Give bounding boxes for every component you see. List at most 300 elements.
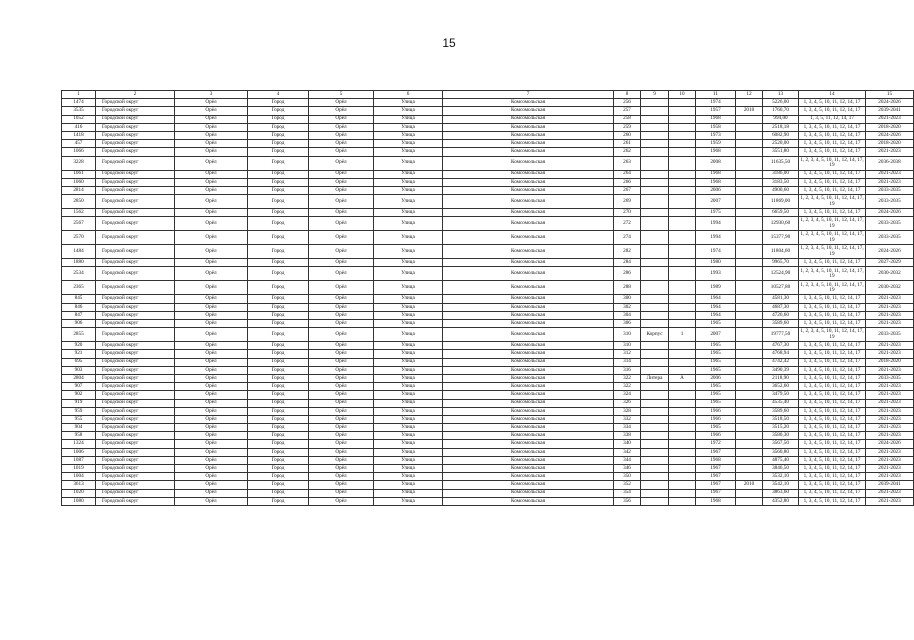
table-cell (736, 156, 763, 170)
table-cell: Орёл (309, 440, 374, 448)
table-cell (736, 383, 763, 391)
table-cell: Орёл (309, 311, 374, 319)
table-cell: Улица (374, 407, 443, 415)
table-cell: 1060 (62, 178, 96, 186)
table-cell: Город (248, 170, 309, 178)
table-cell: 2520,00 (763, 140, 799, 148)
table-cell: 1965 (696, 391, 736, 399)
table-cell: Городской округ (96, 140, 175, 148)
table-row (62, 374, 914, 382)
table-cell: 1, 2, 3, 4, 5, 10, 11, 12, 14, 17, 19 (800, 217, 864, 229)
table-cell: Орёл (175, 123, 248, 131)
table-cell: 921 (62, 350, 96, 358)
table-cell (641, 399, 669, 407)
table-cell: 2021-2023 (866, 320, 914, 328)
table-cell: 314 (614, 358, 641, 366)
table-row (62, 465, 914, 473)
table-cell: Орёл (175, 140, 248, 148)
table-cell: 1, 3, 4, 5, 10, 11, 12, 14, 17 (799, 259, 866, 267)
table-cell: Комсомольская (443, 448, 614, 456)
table-cell (669, 320, 696, 328)
table-row (62, 497, 914, 505)
table-cell: Городской округ (96, 481, 175, 489)
table-row (62, 440, 914, 448)
table-cell: Городской округ (96, 391, 175, 399)
table-cell (669, 267, 696, 281)
table-cell: 2021-2023 (866, 465, 914, 473)
table-cell: Городской округ (96, 328, 175, 342)
table-cell: 304 (614, 311, 641, 319)
table-cell: Орёл (309, 259, 374, 267)
table-cell: Орёл (175, 473, 248, 481)
table-cell: Орёл (175, 186, 248, 194)
table-cell: Комсомольская (443, 295, 614, 303)
table-cell: Орёл (175, 366, 248, 374)
table-cell (641, 195, 669, 209)
table-cell: 919 (62, 399, 96, 407)
table-row (62, 217, 914, 231)
housing-table (61, 90, 914, 506)
table-cell: Комсомольская (443, 440, 614, 448)
table-cell: 312 (614, 350, 641, 358)
table-cell: 2024-2026 (866, 131, 914, 139)
table-cell (669, 115, 696, 123)
table-cell: Городской округ (96, 440, 175, 448)
table-cell: Улица (374, 170, 443, 178)
table-cell: 3580,30 (763, 432, 799, 440)
table-cell: 1760,70 (763, 107, 799, 115)
table-cell: 340 (614, 440, 641, 448)
table-cell: Городской округ (96, 311, 175, 319)
table-cell: 3515,20 (763, 424, 799, 432)
table-cell: Орёл (175, 245, 248, 259)
header-row (62, 91, 914, 99)
table-cell: 1994 (696, 231, 736, 245)
table-cell: 1880 (62, 259, 96, 267)
table-cell: Орёл (175, 489, 248, 497)
table-cell: Комсомольская (443, 350, 614, 358)
table-cell: 1, 3, 4, 5, 10, 11, 12, 14, 17 (799, 209, 866, 217)
table-cell: 847 (62, 311, 96, 319)
table-cell (641, 465, 669, 473)
table-cell: 457 (62, 140, 96, 148)
table-cell: Орёл (309, 170, 374, 178)
table-cell: 1, 3, 4, 5, 10, 11, 12, 14, 17 (799, 170, 866, 178)
table-cell: 920 (62, 342, 96, 350)
table-cell: Орёл (309, 231, 374, 245)
table-cell (736, 465, 763, 473)
table-cell: Городской округ (96, 399, 175, 407)
table-cell: 2039-2041 (866, 107, 914, 115)
table-cell: 1484 (62, 245, 96, 259)
table-cell: Комсомольская (443, 399, 614, 407)
table-cell (736, 123, 763, 131)
table-cell: 284 (614, 259, 641, 267)
table-cell: Город (248, 424, 309, 432)
table-cell (669, 259, 696, 267)
table-cell: 1965 (696, 383, 736, 391)
table-cell: Орёл (309, 148, 374, 156)
table-cell: 2021-2023 (866, 178, 914, 186)
table-cell: Орёл (309, 195, 374, 209)
table-cell: Орёл (309, 320, 374, 328)
table-cell: 1, 3, 4, 5, 10, 11, 12, 14, 17 (799, 311, 866, 319)
table-cell: Орёл (309, 473, 374, 481)
table-row (62, 320, 914, 328)
table-cell: Орёл (175, 281, 248, 295)
table-cell (669, 281, 696, 295)
table-cell (736, 281, 763, 295)
table-cell: 1968 (696, 497, 736, 505)
table-cell: 1, 3, 4, 5, 10, 11, 12, 14, 17 (799, 440, 866, 448)
table-cell: 2030-2032 (866, 281, 914, 295)
table-cell: 15377,90 (763, 231, 799, 245)
table-row (62, 115, 914, 123)
table-cell: 316 (614, 366, 641, 374)
table-cell: Город (248, 295, 309, 303)
table-cell: Улица (374, 186, 443, 194)
table-cell: 352 (614, 481, 641, 489)
table-cell: 907 (62, 383, 96, 391)
table-cell: Комсомольская (443, 391, 614, 399)
table-cell: 1980 (696, 259, 736, 267)
table-cell: Орёл (309, 99, 374, 107)
table-cell: Комсомольская (443, 170, 614, 178)
table-cell: Орёл (309, 415, 374, 423)
table-cell: Город (248, 328, 309, 342)
table-cell: Комсомольская (443, 432, 614, 440)
table-cell: Улица (374, 245, 443, 259)
table-cell: Улица (374, 456, 443, 464)
table-cell: 1, 3, 4, 5, 10, 11, 12, 14, 17 (799, 374, 866, 382)
table-cell: 2033-2035 (866, 195, 914, 209)
table-cell: Комсомольская (443, 383, 614, 391)
table-cell: Орёл (309, 295, 374, 303)
table-cell: Улица (374, 195, 443, 209)
table-cell: 2118,90 (763, 374, 799, 382)
table-cell: 2365 (62, 281, 96, 295)
table-cell: 1019 (62, 465, 96, 473)
table-cell: Орёл (309, 328, 374, 342)
table-cell: Комсомольская (443, 366, 614, 374)
table-cell (641, 350, 669, 358)
table-row (62, 245, 914, 259)
table-cell: 261 (614, 140, 641, 148)
table-cell: 3567,50 (763, 440, 799, 448)
table-cell: 334 (614, 424, 641, 432)
table-cell (736, 473, 763, 481)
table-cell: 1966 (696, 415, 736, 423)
table-cell: Город (248, 350, 309, 358)
table-cell: 260 (614, 131, 641, 139)
table-cell: 1968 (696, 456, 736, 464)
table-row (62, 350, 914, 358)
table-cell: Орёл (309, 245, 374, 259)
table-cell: Орёл (309, 391, 374, 399)
table-cell: Городской округ (96, 209, 175, 217)
table-cell: Комсомольская (443, 178, 614, 186)
table-body (62, 99, 914, 506)
table-cell (736, 148, 763, 156)
table-cell: Город (248, 465, 309, 473)
column-header: 14 (799, 91, 866, 99)
table-cell: Улица (374, 178, 443, 186)
table-row (62, 99, 914, 107)
table-cell (669, 342, 696, 350)
table-cell: Городской округ (96, 320, 175, 328)
table-cell: Город (248, 489, 309, 497)
table-cell: 326 (614, 399, 641, 407)
column-header: 4 (248, 91, 309, 99)
table-cell: 2021-2023 (866, 342, 914, 350)
table-cell: 2024-2026 (866, 99, 914, 107)
table-cell: 4581,30 (763, 295, 799, 303)
table-cell (641, 217, 669, 231)
table-cell: 3589,60 (763, 320, 799, 328)
table-cell: 994,00 (763, 115, 799, 123)
table-cell (736, 391, 763, 399)
table-cell: Комсомольская (443, 415, 614, 423)
table-cell (669, 391, 696, 399)
table-cell: Городской округ (96, 374, 175, 382)
table-cell (669, 350, 696, 358)
table-cell: Комсомольская (443, 311, 614, 319)
table-cell: 344 (614, 456, 641, 464)
column-header: 2 (96, 91, 175, 99)
table-cell (669, 295, 696, 303)
table-cell: Орёл (309, 374, 374, 382)
table-cell: Городской округ (96, 156, 175, 170)
column-header: 3 (175, 91, 248, 99)
table-cell: Город (248, 281, 309, 295)
table-cell: 328 (614, 407, 641, 415)
table-cell: Орёл (309, 342, 374, 350)
table-cell: 2018-2020 (866, 358, 914, 366)
table-cell: 1968 (696, 178, 736, 186)
table-cell: 332 (614, 415, 641, 423)
table-cell (669, 448, 696, 456)
table-cell (736, 259, 763, 267)
table-cell: 263 (614, 156, 641, 170)
table-cell: Орёл (175, 407, 248, 415)
table-cell: 2021-2023 (866, 497, 914, 505)
table-cell: Орёл (175, 115, 248, 123)
table-row (62, 186, 914, 194)
table-row (62, 178, 914, 186)
table-cell: 3551,80 (763, 148, 799, 156)
table-cell: Комсомольская (443, 131, 614, 139)
table-cell: Улица (374, 115, 443, 123)
table-cell: 1474 (62, 99, 96, 107)
table-cell: 1967 (696, 473, 736, 481)
table-cell (736, 245, 763, 259)
table-cell: 2814 (62, 186, 96, 194)
table-cell: Город (248, 209, 309, 217)
table-cell: Улица (374, 465, 443, 473)
table-cell: 2021-2023 (866, 415, 914, 423)
table-cell: 2010 (736, 481, 763, 489)
table-cell: 2850 (62, 195, 96, 209)
table-cell (736, 209, 763, 217)
table-cell: 1964 (696, 295, 736, 303)
table-cell: 282 (614, 245, 641, 259)
table-cell: Городской округ (96, 465, 175, 473)
table-cell: 1967 (696, 489, 736, 497)
table-cell: Улица (374, 148, 443, 156)
table-cell: Улица (374, 440, 443, 448)
table-cell (641, 107, 669, 115)
table-row (62, 407, 914, 415)
table-row (62, 473, 914, 481)
table-cell: Улица (374, 131, 443, 139)
table-cell: Улица (374, 497, 443, 505)
table-cell: 1, 3, 4, 5, 10, 11, 12, 14, 17 (799, 391, 866, 399)
table-cell (736, 432, 763, 440)
table-cell (736, 342, 763, 350)
table-cell: Городской округ (96, 115, 175, 123)
table-cell: 1004 (62, 473, 96, 481)
table-cell: 695 (62, 358, 96, 366)
table-cell: 9965,70 (763, 259, 799, 267)
table-cell: Городской округ (96, 350, 175, 358)
table-cell: Городской округ (96, 131, 175, 139)
table-cell: Город (248, 440, 309, 448)
table-cell: Улица (374, 311, 443, 319)
table-cell: Орёл (175, 383, 248, 391)
table-cell: Орёл (309, 481, 374, 489)
table-cell: 1, 3, 4, 5, 10, 11, 12, 14, 17 (799, 424, 866, 432)
table-cell: Городской округ (96, 259, 175, 267)
table-cell: Комсомольская (443, 281, 614, 295)
table-cell: 1562 (62, 209, 96, 217)
table-cell: 906 (62, 320, 96, 328)
table-cell (641, 231, 669, 245)
table-cell: 300 (614, 295, 641, 303)
table-cell: Орёл (175, 481, 248, 489)
table-cell (736, 424, 763, 432)
table-cell: Орёл (309, 383, 374, 391)
table-cell: 1006 (62, 448, 96, 456)
table-cell: Орёл (175, 415, 248, 423)
table-cell: Комсомольская (443, 358, 614, 366)
table-cell: Городской округ (96, 281, 175, 295)
table-cell: Орёл (175, 320, 248, 328)
table-cell: 2518,18 (763, 123, 799, 131)
table-cell: Комсомольская (443, 374, 614, 382)
table-cell: 2021-2023 (866, 366, 914, 374)
column-header: 1 (62, 91, 96, 99)
table-cell: 1, 3, 4, 5, 10, 11, 12, 14, 17 (799, 489, 866, 497)
table-cell (669, 311, 696, 319)
table-cell: Городской округ (96, 123, 175, 131)
column-header: 7 (443, 91, 614, 99)
table-cell: 1, 2, 3, 4, 5, 10, 11, 12, 14, 17, 19 (800, 195, 864, 207)
table-row (62, 391, 914, 399)
table-cell: 2021-2023 (866, 311, 914, 319)
table-cell: 2033-2035 (866, 186, 914, 194)
table-cell: Улица (374, 391, 443, 399)
table-cell (736, 440, 763, 448)
table-cell (736, 328, 763, 342)
table-cell (669, 366, 696, 374)
table-cell (669, 209, 696, 217)
table-cell (736, 115, 763, 123)
table-cell (669, 456, 696, 464)
table-cell: 1, 2, 3, 4, 5, 10, 11, 12, 14, 17, 19 (800, 267, 864, 279)
table-cell: 2021-2023 (866, 170, 914, 178)
table-cell: 2030-2032 (866, 267, 914, 281)
table-cell: Корпус (641, 328, 669, 342)
table-cell: 12524,90 (763, 267, 799, 281)
table-cell: 1958 (696, 123, 736, 131)
table-cell: Городской округ (96, 366, 175, 374)
table-cell: 1, 3, 4, 5, 10, 11, 12, 14, 17 (799, 303, 866, 311)
table-cell: 1, 3, 4, 5, 10, 11, 12, 14, 17 (799, 342, 866, 350)
table-cell: Город (248, 99, 309, 107)
table-cell: 2033-2035 (866, 231, 914, 245)
table-cell (736, 415, 763, 423)
table-cell: 1418 (62, 131, 96, 139)
table-cell: Улица (374, 481, 443, 489)
table-cell: 1, 3, 4, 5, 10, 11, 12, 14, 17 (799, 448, 866, 456)
table-cell (669, 465, 696, 473)
table-cell: Город (248, 432, 309, 440)
table-cell: Улица (374, 415, 443, 423)
table-cell: Орёл (309, 217, 374, 231)
table-cell: 1, 3, 4, 5, 10, 11, 12, 14, 17 (799, 148, 866, 156)
table-cell: 1, 3, 4, 5, 10, 11, 12, 14, 17 (799, 456, 866, 464)
table-cell: Орёл (309, 489, 374, 497)
table-cell (641, 140, 669, 148)
table-cell: Город (248, 186, 309, 194)
table-cell: А (669, 374, 696, 382)
table-cell: Комсомольская (443, 481, 614, 489)
table-cell (669, 303, 696, 311)
table-cell: 2033-2035 (866, 217, 914, 231)
table-cell: Город (248, 366, 309, 374)
table-cell (669, 156, 696, 170)
table-cell: 1324 (62, 440, 96, 448)
table-row (62, 148, 914, 156)
table-row (62, 489, 914, 497)
table-cell: 1, 3, 4, 5, 10, 11, 12, 14, 17 (799, 99, 866, 107)
table-cell: 1964 (696, 311, 736, 319)
table-cell: 322 (614, 374, 641, 382)
table-cell (669, 440, 696, 448)
table-cell: 2021-2023 (866, 399, 914, 407)
table-cell: 1, 3, 4, 5, 10, 11, 12, 14, 17 (799, 465, 866, 473)
table-cell: Улица (374, 99, 443, 107)
table-cell: Комсомольская (443, 497, 614, 505)
table-cell: Орёл (175, 231, 248, 245)
table-cell: Улица (374, 342, 443, 350)
table-cell: 356 (614, 497, 641, 505)
table-cell: Город (248, 391, 309, 399)
table-cell: Орёл (175, 328, 248, 342)
table-cell (641, 391, 669, 399)
table-cell: Улица (374, 217, 443, 231)
table-cell: Орёл (175, 342, 248, 350)
table-cell: 267 (614, 186, 641, 194)
table-cell: Улица (374, 366, 443, 374)
table-cell: 3490,39 (763, 366, 799, 374)
table-cell: Комсомольская (443, 424, 614, 432)
table-cell: 5226,00 (763, 99, 799, 107)
table-cell: Город (248, 358, 309, 366)
table-cell: Орёл (309, 399, 374, 407)
table-cell: 1, 3, 4, 5, 10, 11, 12, 14, 17 (799, 186, 866, 194)
table-row (62, 456, 914, 464)
